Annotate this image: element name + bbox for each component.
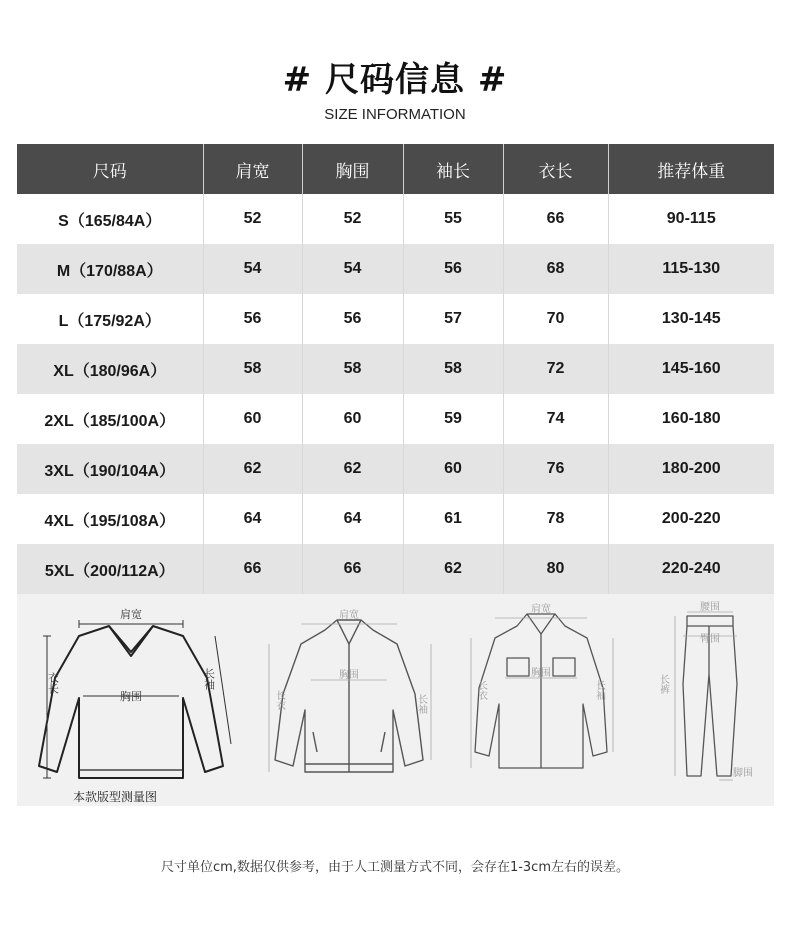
pants-length-label: 长裤 — [657, 674, 669, 694]
column-header-length: 衣长 — [503, 144, 608, 194]
cell-sleeve: 58 — [403, 344, 503, 394]
table-row — [17, 244, 774, 294]
table-row — [17, 194, 774, 244]
cell-length: 76 — [503, 444, 608, 494]
cell-sleeve: 55 — [403, 194, 503, 244]
cell-chest: 60 — [302, 394, 403, 444]
jacket-diagram — [255, 594, 445, 794]
table-row — [17, 544, 774, 594]
cell-length: 68 — [503, 244, 608, 294]
table-row — [17, 344, 774, 394]
column-header-shoulder: 肩宽 — [203, 144, 302, 194]
cell-sleeve: 56 — [403, 244, 503, 294]
cell-length: 72 — [503, 344, 608, 394]
cell-sleeve: 57 — [403, 294, 503, 344]
cell-weight: 130-145 — [608, 294, 774, 344]
cell-shoulder: 62 — [203, 444, 302, 494]
jacket-shoulder-label: 肩宽 — [339, 610, 359, 621]
cell-sleeve: 62 — [403, 544, 503, 594]
table-row — [17, 294, 774, 344]
measurement-diagrams — [17, 594, 774, 806]
cell-size: S（165/84A） — [17, 194, 203, 244]
sweater-sleeve-label: 长袖 — [202, 668, 216, 690]
cell-shoulder: 52 — [203, 194, 302, 244]
cell-weight: 220-240 — [608, 544, 774, 594]
sweater-chest-label: 胸围 — [120, 690, 142, 703]
cell-length: 80 — [503, 544, 608, 594]
jacket-chest-label: 胸围 — [339, 670, 359, 681]
cell-shoulder: 66 — [203, 544, 302, 594]
cell-size: XL（180/96A） — [17, 344, 203, 394]
shirt-diagram — [465, 594, 625, 794]
cell-shoulder: 60 — [203, 394, 302, 444]
column-header-sleeve: 袖长 — [403, 144, 503, 194]
jacket-length-label: 长衣 — [273, 690, 285, 710]
pants-hem-label: 脚围 — [733, 768, 753, 779]
cell-chest: 58 — [302, 344, 403, 394]
column-header-weight: 推荐体重 — [608, 144, 774, 194]
cell-length: 70 — [503, 294, 608, 344]
pants-hip-label: 臀围 — [700, 634, 720, 645]
cell-weight: 160-180 — [608, 394, 774, 444]
sweater-shoulder-label: 肩宽 — [120, 608, 142, 621]
shirt-shoulder-label: 肩宽 — [531, 604, 551, 615]
cell-chest: 56 — [302, 294, 403, 344]
cell-length: 74 — [503, 394, 608, 444]
pants-waist-label: 腰围 — [700, 602, 720, 613]
cell-sleeve: 60 — [403, 444, 503, 494]
cell-chest: 66 — [302, 544, 403, 594]
cell-chest: 54 — [302, 244, 403, 294]
table-header-row — [17, 144, 774, 194]
cell-size: 2XL（185/100A） — [17, 394, 203, 444]
cell-size: L（175/92A） — [17, 294, 203, 344]
cell-weight: 180-200 — [608, 444, 774, 494]
cell-size: M（170/88A） — [17, 244, 203, 294]
shirt-chest-label: 胸围 — [531, 668, 551, 679]
disclaimer-note: 尺寸单位cm,数据仅供参考，由于人工测量方式不同，会存在1-3cm左右的误差。 — [161, 860, 629, 875]
cell-chest: 62 — [302, 444, 403, 494]
cell-chest: 52 — [302, 194, 403, 244]
sweater-length-label: 衣长 — [46, 672, 60, 694]
cell-size: 4XL（195/108A） — [17, 494, 203, 544]
cell-weight: 90-115 — [608, 194, 774, 244]
cell-length: 78 — [503, 494, 608, 544]
cell-shoulder: 56 — [203, 294, 302, 344]
jacket-sleeve-label: 长袖 — [415, 694, 427, 714]
table-row — [17, 394, 774, 444]
cell-shoulder: 58 — [203, 344, 302, 394]
diagram-caption: 本款版型测量图 — [73, 790, 158, 804]
cell-chest: 64 — [302, 494, 403, 544]
cell-size: 3XL（190/104A） — [17, 444, 203, 494]
page-subtitle: SIZE INFORMATION — [324, 106, 466, 123]
sweater-diagram — [17, 594, 247, 786]
cell-size: 5XL（200/112A） — [17, 544, 203, 594]
cell-length: 66 — [503, 194, 608, 244]
cell-sleeve: 61 — [403, 494, 503, 544]
cell-weight: 115-130 — [608, 244, 774, 294]
cell-shoulder: 64 — [203, 494, 302, 544]
shirt-length-label: 长衣 — [475, 680, 487, 700]
pants-diagram — [643, 594, 769, 794]
column-header-chest: 胸围 — [302, 144, 403, 194]
shirt-sleeve-label: 长袖 — [593, 680, 605, 700]
column-header-size: 尺码 — [17, 144, 203, 194]
cell-shoulder: 54 — [203, 244, 302, 294]
cell-sleeve: 59 — [403, 394, 503, 444]
size-table — [17, 144, 774, 594]
cell-weight: 145-160 — [608, 344, 774, 394]
page-title: # 尺码信息 # — [282, 60, 508, 100]
table-row — [17, 444, 774, 494]
cell-weight: 200-220 — [608, 494, 774, 544]
table-row — [17, 494, 774, 544]
